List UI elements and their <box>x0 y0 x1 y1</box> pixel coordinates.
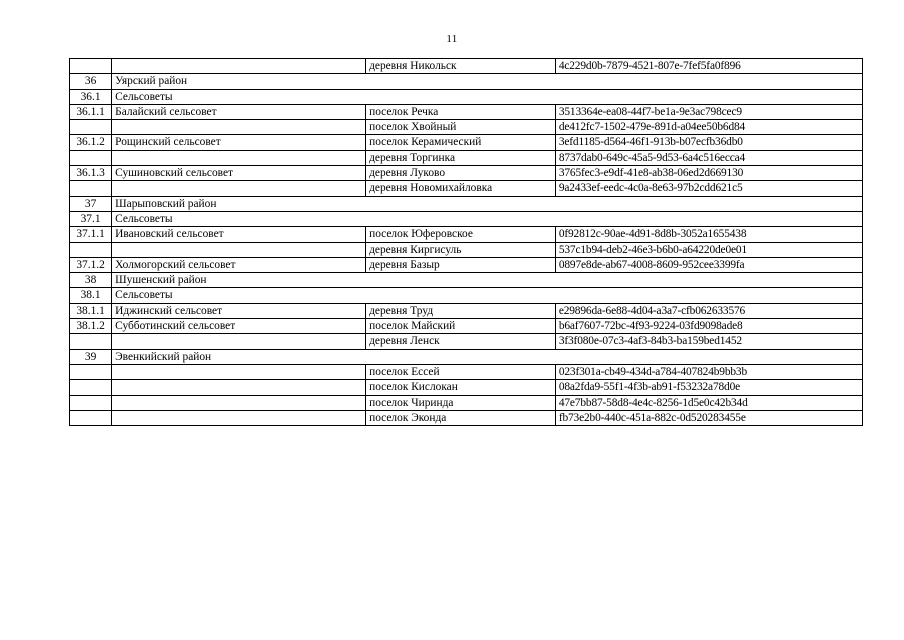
settlement-cell: деревня Никольск <box>366 59 556 74</box>
table-row <box>70 89 863 104</box>
guid-cell: 47e7bb87-58d8-4e4c-8256-1d5e0c42b34d <box>555 395 862 410</box>
table-row <box>70 196 863 211</box>
row-number-cell <box>70 380 112 395</box>
settlement-cell: деревня Труд <box>366 303 556 318</box>
table-row <box>70 273 863 288</box>
guid-cell: e29896da-6e88-4d04-a3a7-cfb062633576 <box>555 303 862 318</box>
guid-cell: 3f3f080e-07c3-4af3-84b3-ba159bed1452 <box>555 334 862 349</box>
guid-cell: 0f92812c-90ae-4d91-8d8b-3052a1655438 <box>555 227 862 242</box>
section-title-cell: Сельсоветы <box>112 211 863 226</box>
settlement-cell: поселок Майский <box>366 319 556 334</box>
guid-cell: 9a2433ef-eedc-4c0a-8e63-97b2cdd621c5 <box>555 181 862 196</box>
table-row <box>70 181 863 196</box>
row-number-cell <box>70 334 112 349</box>
municipality-cell <box>112 364 366 379</box>
guid-cell: b6af7607-72bc-4f93-9224-03fd9098ade8 <box>555 319 862 334</box>
table-row <box>70 166 863 181</box>
table-row <box>70 120 863 135</box>
row-number-cell: 36 <box>70 74 112 89</box>
municipality-cell <box>112 150 366 165</box>
settlement-cell: поселок Эконда <box>366 410 556 425</box>
municipality-cell: Сушиновский сельсовет <box>112 166 366 181</box>
guid-cell: 4c229d0b-7879-4521-807e-7fef5fa0f896 <box>555 59 862 74</box>
table-row <box>70 74 863 89</box>
section-title-cell: Шушенский район <box>112 273 863 288</box>
row-number-cell: 38.1.1 <box>70 303 112 318</box>
row-number-cell: 37.1.1 <box>70 227 112 242</box>
table-row <box>70 257 863 272</box>
settlement-cell: деревня Ленск <box>366 334 556 349</box>
municipality-cell <box>112 181 366 196</box>
municipality-cell: Холмогорский сельсовет <box>112 257 366 272</box>
row-number-cell <box>70 59 112 74</box>
row-number-cell <box>70 242 112 257</box>
row-number-cell <box>70 364 112 379</box>
section-title-cell: Сельсоветы <box>112 89 863 104</box>
row-number-cell: 36.1.3 <box>70 166 112 181</box>
guid-cell: 3efd1185-d564-46f1-913b-b07ecfb36db0 <box>555 135 862 150</box>
section-title-cell: Эвенкийский район <box>112 349 863 364</box>
row-number-cell: 38 <box>70 273 112 288</box>
municipality-cell <box>112 334 366 349</box>
settlement-cell: поселок Чиринда <box>366 395 556 410</box>
table-row <box>70 288 863 303</box>
settlement-cell: деревня Киргисуль <box>366 242 556 257</box>
row-number-cell <box>70 120 112 135</box>
row-number-cell: 38.1 <box>70 288 112 303</box>
guid-cell: 537c1b94-deb2-46e3-b6b0-a64220de0e01 <box>555 242 862 257</box>
table-row <box>70 364 863 379</box>
settlement-cell: деревня Луково <box>366 166 556 181</box>
guid-cell: 08a2fda9-55f1-4f3b-ab91-f53232a78d0e <box>555 380 862 395</box>
settlement-cell: деревня Базыр <box>366 257 556 272</box>
table-row <box>70 227 863 242</box>
settlement-cell: поселок Ессей <box>366 364 556 379</box>
guid-cell: fb73e2b0-440c-451a-882c-0d520283455e <box>555 410 862 425</box>
row-number-cell <box>70 181 112 196</box>
settlement-cell: поселок Кислокан <box>366 380 556 395</box>
table-row <box>70 334 863 349</box>
table-row <box>70 380 863 395</box>
table-row <box>70 135 863 150</box>
table-row <box>70 104 863 119</box>
guid-cell: 8737dab0-649c-45a5-9d53-6a4c516ecca4 <box>555 150 862 165</box>
section-title-cell: Уярский район <box>112 74 863 89</box>
row-number-cell: 36.1.2 <box>70 135 112 150</box>
guid-cell: 023f301a-cb49-434d-a784-407824b9bb3b <box>555 364 862 379</box>
municipality-cell <box>112 410 366 425</box>
table-row <box>70 211 863 226</box>
table-row <box>70 319 863 334</box>
municipality-cell: Ивановский сельсовет <box>112 227 366 242</box>
table-body <box>70 59 863 426</box>
municipality-cell: Иджинский сельсовет <box>112 303 366 318</box>
section-title-cell: Сельсоветы <box>112 288 863 303</box>
row-number-cell <box>70 395 112 410</box>
guid-cell: de412fc7-1502-479e-891d-a04ee50b6d84 <box>555 120 862 135</box>
section-title-cell: Шарыповский район <box>112 196 863 211</box>
settlement-cell: поселок Юферовское <box>366 227 556 242</box>
table-row <box>70 303 863 318</box>
settlement-cell: деревня Новомихайловка <box>366 181 556 196</box>
municipality-cell <box>112 242 366 257</box>
row-number-cell: 37.1 <box>70 211 112 226</box>
table-row <box>70 395 863 410</box>
guid-cell: 3513364e-ea08-44f7-be1a-9e3ac798cec9 <box>555 104 862 119</box>
row-number-cell: 37.1.2 <box>70 257 112 272</box>
municipality-cell: Балайский сельсовет <box>112 104 366 119</box>
settlement-cell: поселок Речка <box>366 104 556 119</box>
table-row <box>70 349 863 364</box>
settlement-cell: деревня Торгинка <box>366 150 556 165</box>
row-number-cell: 36.1 <box>70 89 112 104</box>
row-number-cell: 36.1.1 <box>70 104 112 119</box>
municipality-cell: Рощинский сельсовет <box>112 135 366 150</box>
municipality-cell <box>112 59 366 74</box>
guid-cell: 3765fec3-e9df-41e8-ab38-06ed2d669130 <box>555 166 862 181</box>
municipality-cell: Субботинский сельсовет <box>112 319 366 334</box>
table-row <box>70 59 863 74</box>
settlement-cell: поселок Хвойный <box>366 120 556 135</box>
municipality-cell <box>112 395 366 410</box>
table-row <box>70 410 863 425</box>
row-number-cell <box>70 410 112 425</box>
settlements-table <box>69 58 863 426</box>
municipality-cell <box>112 380 366 395</box>
settlement-cell: поселок Керамический <box>366 135 556 150</box>
municipality-cell <box>112 120 366 135</box>
table-row <box>70 242 863 257</box>
row-number-cell <box>70 150 112 165</box>
page-number: 11 <box>446 33 458 45</box>
row-number-cell: 39 <box>70 349 112 364</box>
table-row <box>70 150 863 165</box>
row-number-cell: 38.1.2 <box>70 319 112 334</box>
guid-cell: 0897e8de-ab67-4008-8609-952cee3399fa <box>555 257 862 272</box>
row-number-cell: 37 <box>70 196 112 211</box>
